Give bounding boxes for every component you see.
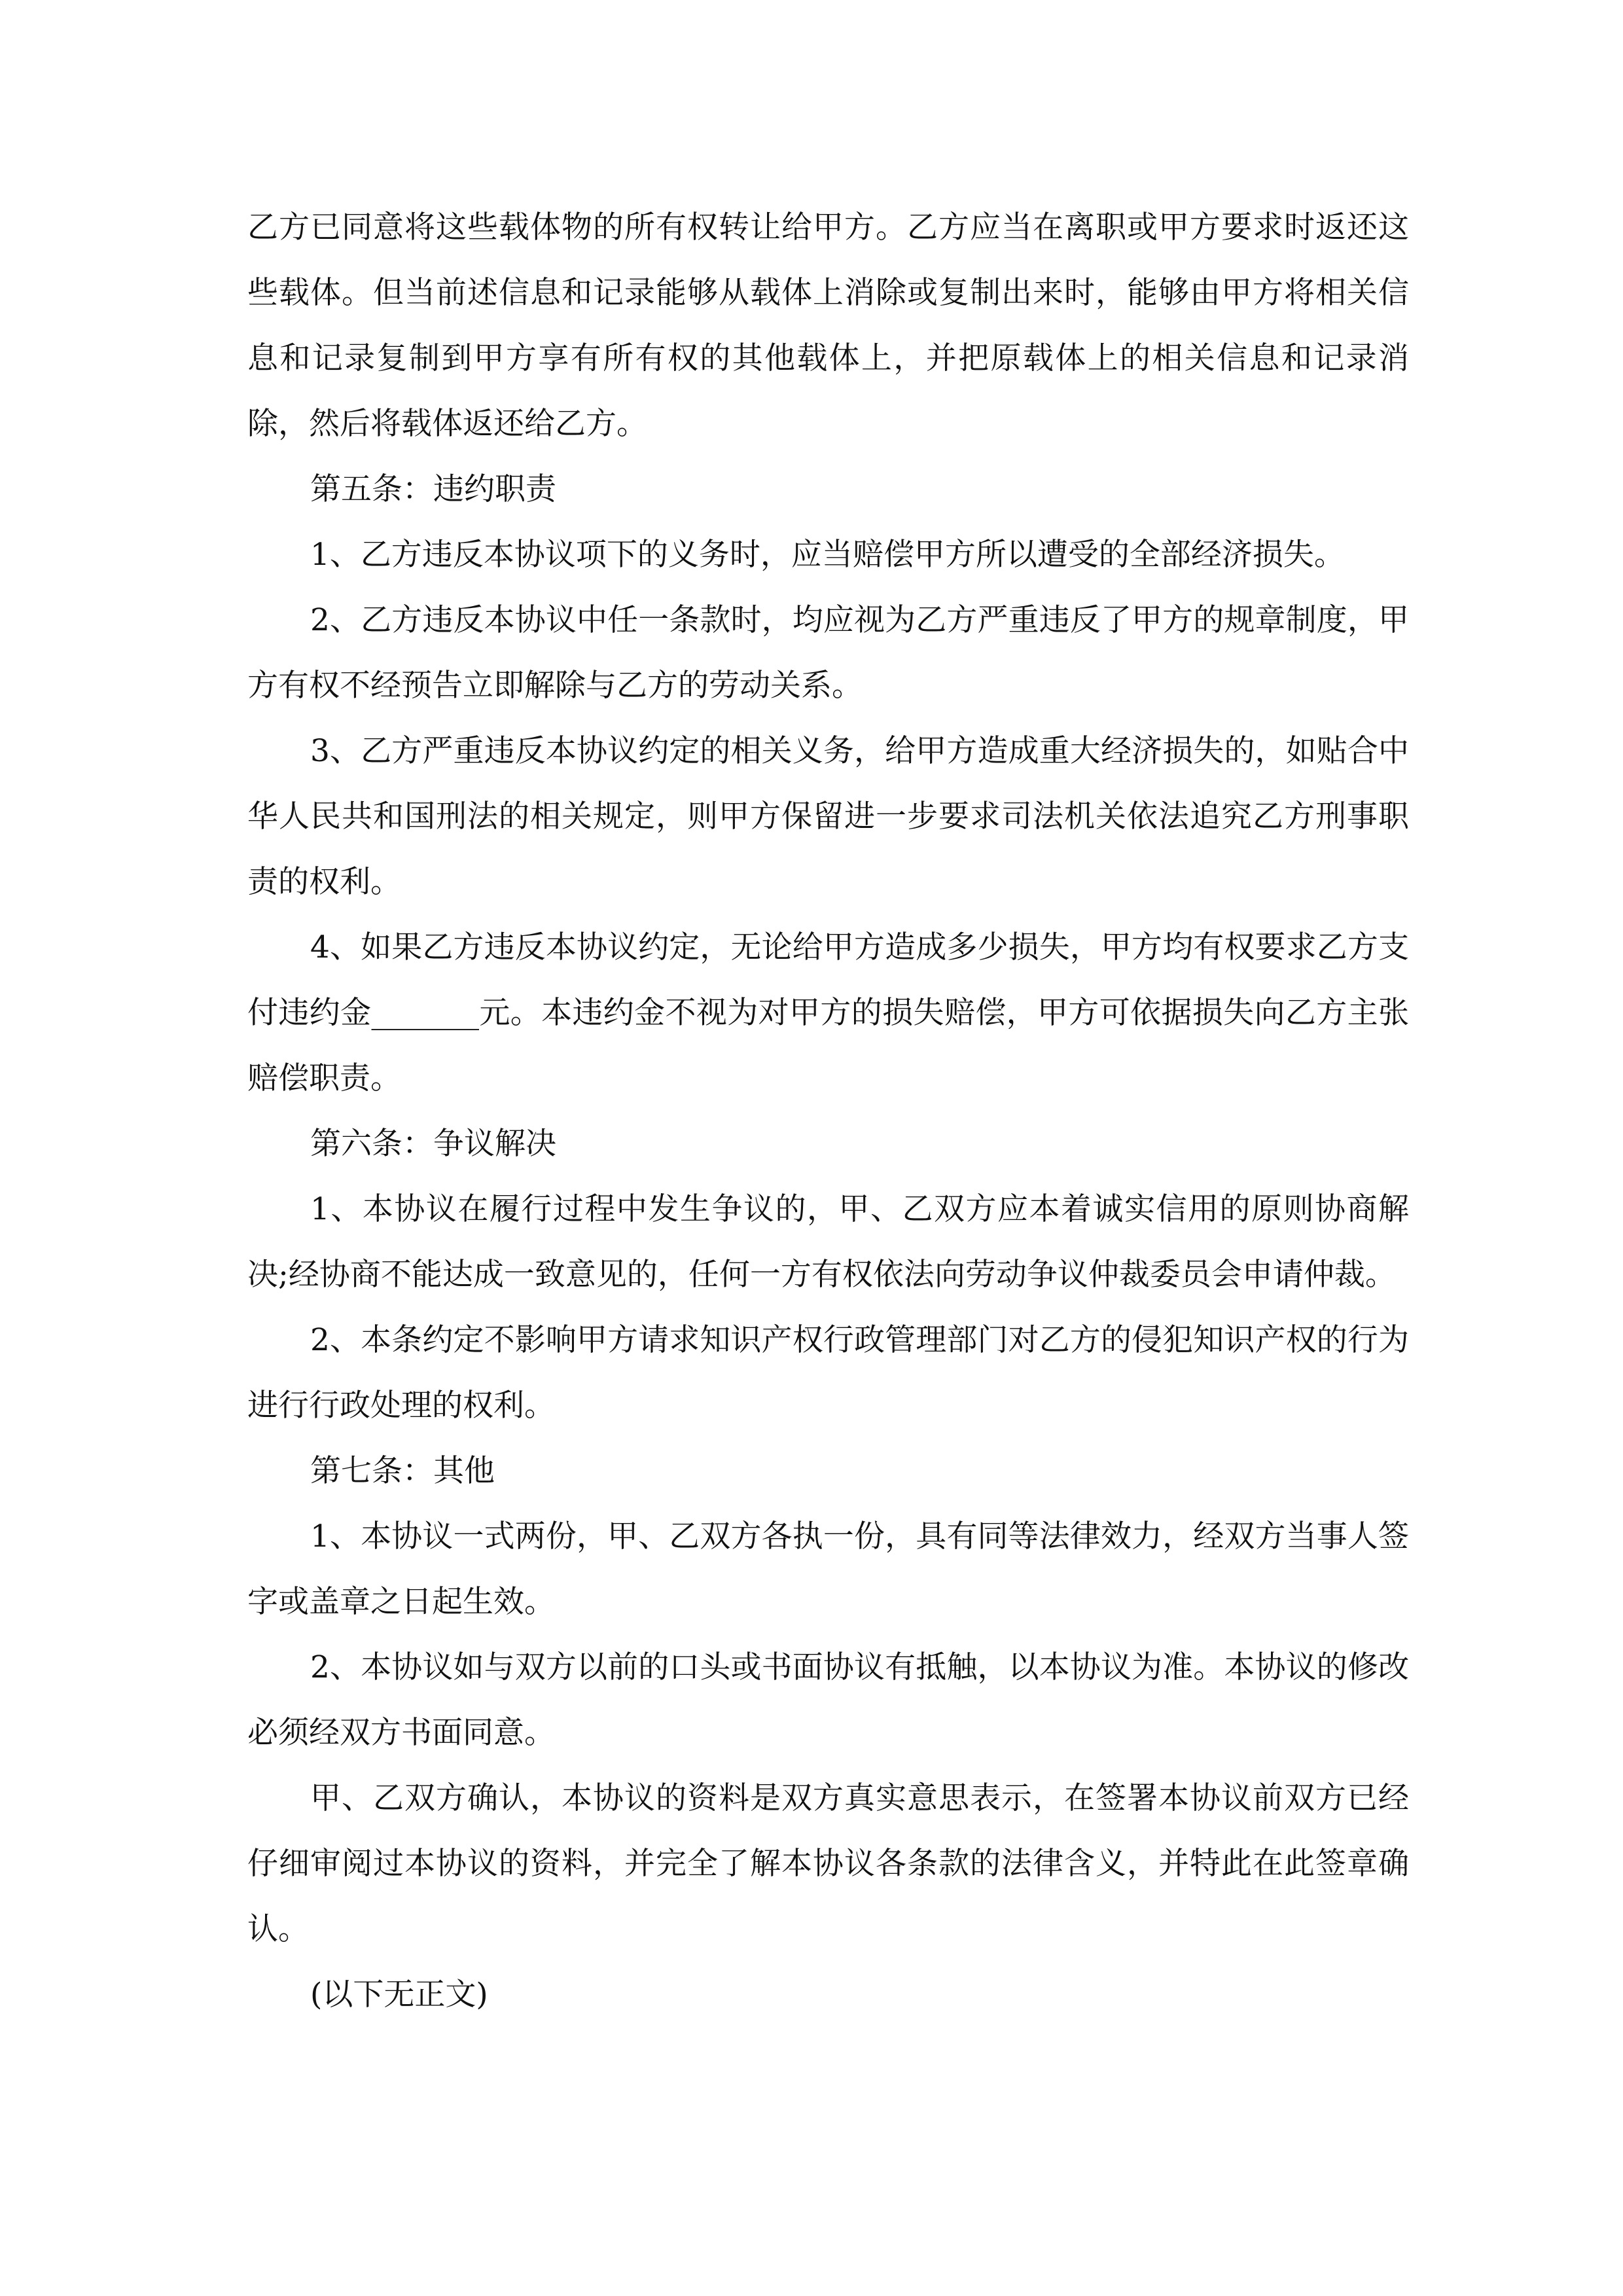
confirmation-paragraph: 甲、乙双方确认，本协议的资料是双方真实意思表示，在签署本协议前双方已经仔细审阅过本协议的资料，并完全了解本协议各条款的法律含义，并特此在此签章确认。 [247,1780,1409,1947]
section-heading-6: 第六条：争议解决 [310,1126,556,1162]
section-heading-5: 第五条：违约职责 [310,471,556,507]
paragraph-5-4: 4、如果乙方违反本协议约定，无论给甲方造成多少损失，甲方均有权要求乙方支付违约金_______元。本违约金不视为对甲方的损失赔偿，甲方可依据损失向乙方主张赔偿职责。 [247,929,1409,1096]
paragraph-6-1: 1、本协议在履行过程中发生争议的，甲、乙双方应本着诚实信用的原则协商解决;经协商不能达成一致意见的，任何一方有权依法向劳动争议仲裁委员会申请仲裁。 [247,1191,1409,1293]
end-note: (以下无正文) [310,1977,488,2013]
paragraph-5-3: 3、乙方严重违反本协议约定的相关义务，给甲方造成重大经济损失的，如贴合中华人民共和国刑法的相关规定，则甲方保留进一步要求司法机关依法追究乙方刑事职责的权利。 [247,733,1409,900]
paragraph-1: 乙方已同意将这些载体物的所有权转让给甲方。乙方应当在离职或甲方要求时返还这些载体。但当前述信息和记录能够从载体上消除或复制出来时，能够由甲方将相关信息和记录复制到甲方享有所有权的其他载体上，并把原载体上的相关信息和记录消除，然后将载体返还给乙方。 [247,209,1409,442]
paragraph-6-2: 2、本条约定不影响甲方请求知识产权行政管理部门对乙方的侵犯知识产权的行为进行行政处理的权利。 [247,1322,1409,1424]
document-body [247,195,1409,2028]
section-heading-7: 第七条：其他 [310,1453,495,1489]
paragraph-5-2: 2、乙方违反本协议中任一条款时，均应视为乙方严重违反了甲方的规章制度，甲方有权不经预告立即解除与乙方的劳动关系。 [247,602,1409,704]
paragraph-7-2: 2、本协议如与双方以前的口头或书面协议有抵触，以本协议为准。本协议的修改必须经双方书面同意。 [247,1649,1409,1751]
paragraph-7-1: 1、本协议一式两份，甲、乙双方各执一份，具有同等法律效力，经双方当事人签字或盖章之日起生效。 [247,1518,1409,1620]
paragraph-5-1: 1、乙方违反本协议项下的义务时，应当赔偿甲方所以遭受的全部经济损失。 [310,537,1345,573]
